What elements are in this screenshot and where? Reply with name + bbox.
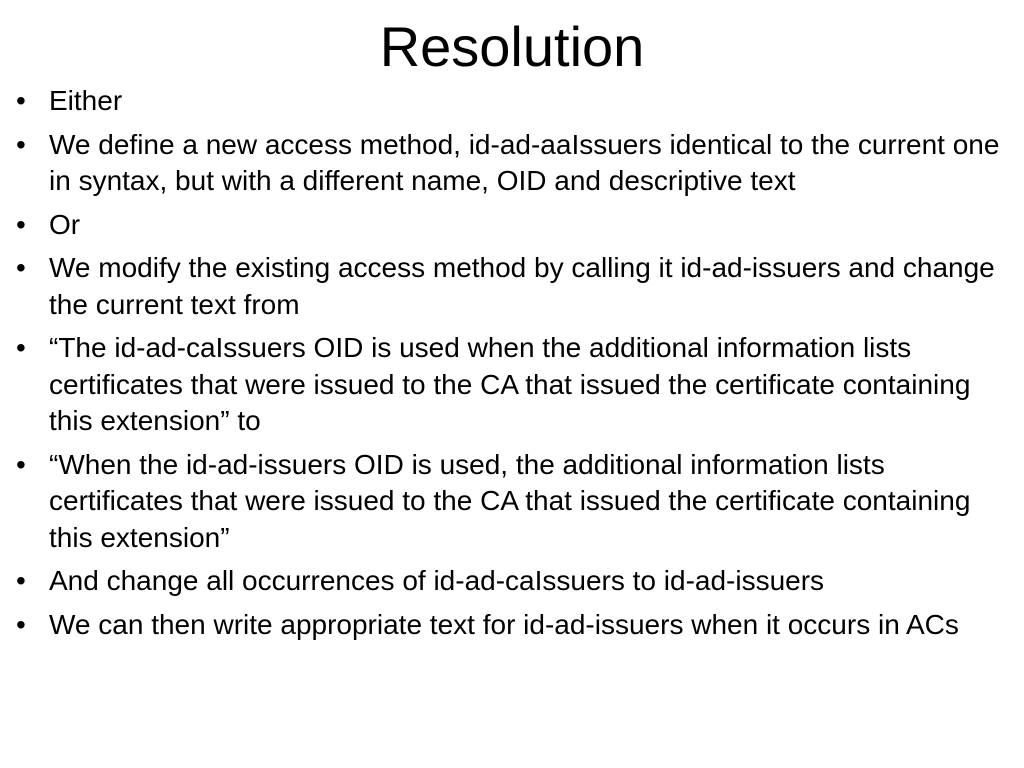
bullet-item-5 — [0, 330, 1024, 440]
bullet-icon: • — [16, 332, 26, 363]
bullet-icon: • — [16, 128, 26, 160]
bullet-icon: • — [16, 208, 26, 240]
bullet-text: “When the id-ad-issuers OID is used, the additional information lists certificates that were issued to the CA that issued the certificate containing this extension” — [49, 448, 971, 553]
bullet-text: “The id-ad-caIssuers OID is used when the additional information lists certificates that were issued to the CA that issued the certificate containing this extension” to — [49, 332, 971, 436]
bullet-icon: • — [16, 565, 26, 596]
bullet-item-7 — [0, 563, 1024, 600]
bullet-text: We can then write appropriate text for id-ad-issuers when it occurs in ACs — [49, 608, 959, 640]
bullet-item-2 — [0, 127, 1024, 200]
bullet-icon: • — [16, 608, 26, 640]
bullet-item-8 — [0, 607, 1024, 644]
bullet-icon: • — [16, 85, 26, 116]
bullet-text: Or — [49, 208, 81, 240]
bullet-item-6 — [0, 447, 1024, 557]
slide-title: Resolution — [379, 15, 645, 78]
bullet-icon: • — [16, 448, 26, 480]
bullet-text: And change all occurrences of id-ad-caIssuers to id-ad-issuers — [49, 565, 825, 596]
bullet-item-4 — [0, 250, 1024, 323]
bullet-list — [0, 83, 1024, 650]
bullet-text: Either — [49, 85, 123, 116]
bullet-icon: • — [16, 252, 26, 283]
bullet-text: We modify the existing access method by calling it id-ad-issuers and change the current text from — [49, 252, 995, 320]
bullet-text: We define a new access method, id-ad-aaIssuers identical to the current one in syntax, but with a different name, OID and descriptive text — [49, 128, 1000, 196]
bullet-item-1 — [0, 83, 1024, 120]
bullet-item-3 — [0, 207, 1024, 244]
